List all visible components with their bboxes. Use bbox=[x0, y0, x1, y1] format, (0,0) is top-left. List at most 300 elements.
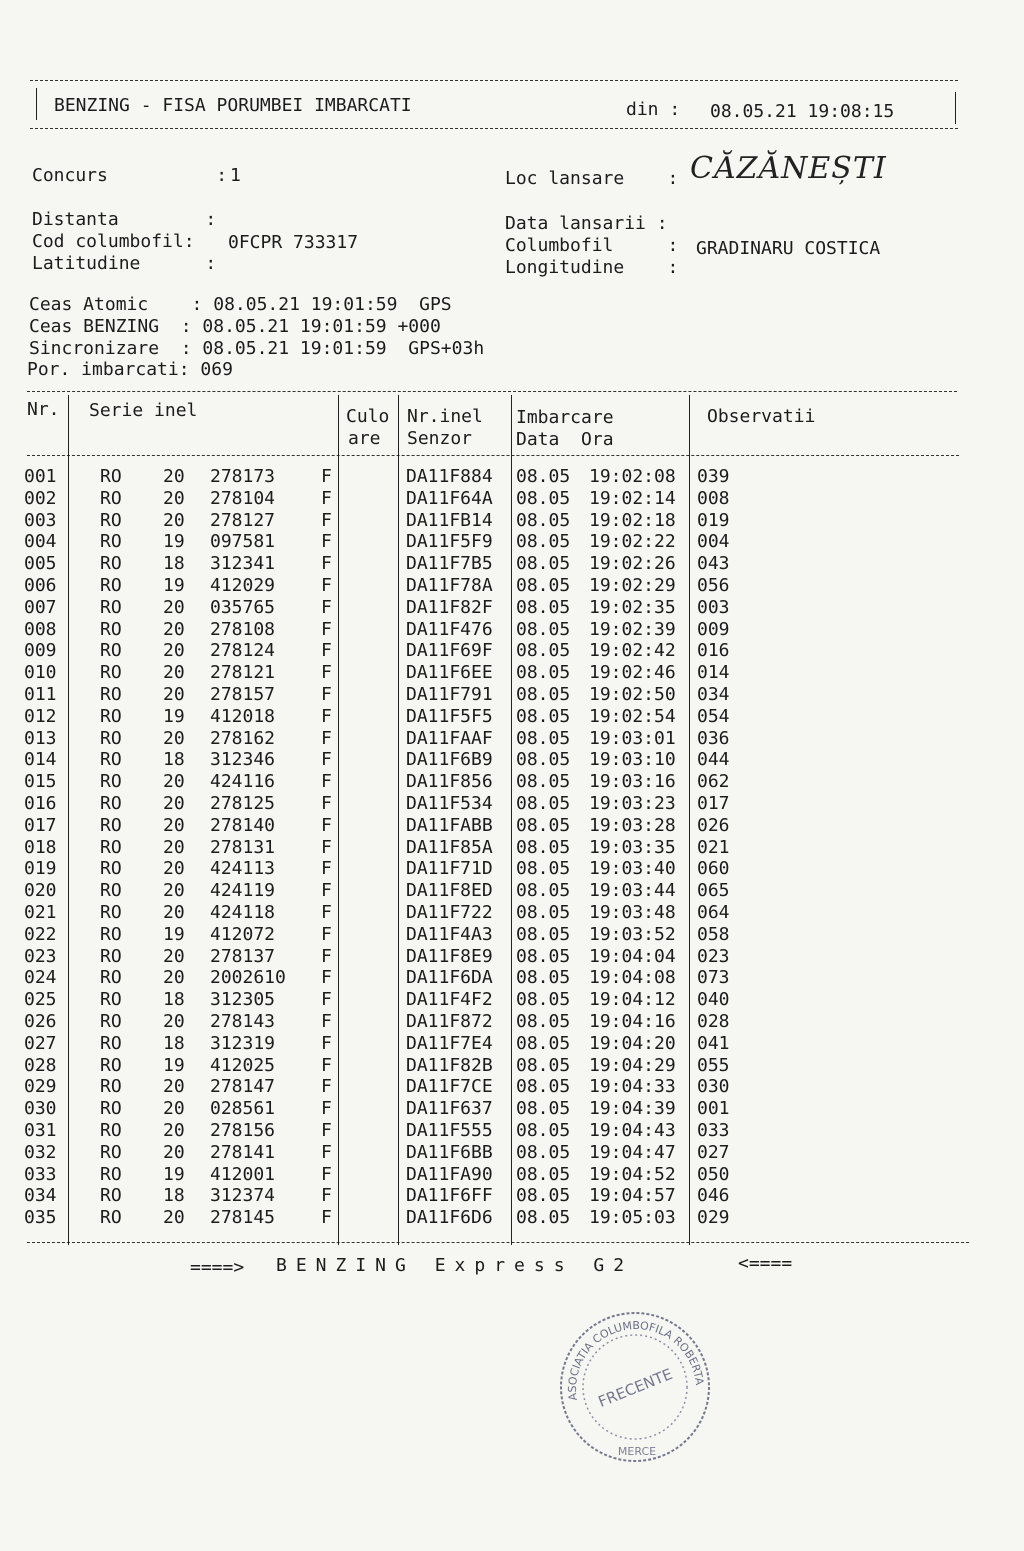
row-nr: 020 bbox=[24, 880, 57, 902]
row-observatii: 019 bbox=[697, 509, 730, 531]
table-row bbox=[0, 1076, 1024, 1098]
row-ring-number: 412018 bbox=[210, 705, 276, 727]
row-ring-number: 278145 bbox=[210, 1207, 276, 1229]
row-year: 20 bbox=[163, 1141, 185, 1163]
row-ring-number: 278137 bbox=[210, 945, 276, 967]
row-year: 19 bbox=[163, 575, 185, 596]
row-sensor: DA11F5F9 bbox=[406, 531, 493, 553]
row-nr: 033 bbox=[24, 1163, 57, 1185]
row-sex: F bbox=[321, 967, 332, 989]
row-time: 19:02:50 bbox=[589, 684, 676, 705]
row-nr: 001 bbox=[24, 466, 57, 487]
row-sensor: DA11F872 bbox=[406, 1011, 493, 1032]
din-label: din : bbox=[626, 99, 681, 120]
table-row bbox=[0, 1055, 1024, 1077]
table-row bbox=[0, 728, 1024, 750]
row-sex: F bbox=[321, 1120, 332, 1141]
row-observatii: 039 bbox=[697, 466, 730, 487]
row-time: 19:03:40 bbox=[589, 858, 676, 880]
row-year: 18 bbox=[163, 749, 185, 771]
row-time: 19:02:46 bbox=[589, 662, 676, 684]
row-observatii: 060 bbox=[697, 858, 730, 880]
row-time: 19:04:47 bbox=[589, 1141, 676, 1163]
row-sensor: DA11FA90 bbox=[406, 1163, 493, 1185]
table-row bbox=[0, 902, 1024, 924]
row-time: 19:02:14 bbox=[589, 487, 676, 509]
row-observatii: 009 bbox=[697, 618, 730, 640]
table-row bbox=[0, 706, 1024, 728]
table-row bbox=[0, 619, 1024, 641]
row-year: 20 bbox=[163, 967, 185, 989]
row-sensor: DA11F82F bbox=[406, 596, 493, 618]
row-observatii: 033 bbox=[697, 1120, 730, 1141]
row-country: RO bbox=[100, 466, 122, 487]
row-nr: 024 bbox=[24, 967, 57, 989]
row-observatii: 050 bbox=[697, 1163, 730, 1185]
row-sex: F bbox=[321, 466, 332, 487]
row-observatii: 073 bbox=[697, 967, 730, 989]
table-header-separator bbox=[27, 455, 959, 456]
row-date: 08.05 bbox=[516, 1032, 571, 1054]
row-time: 19:02:54 bbox=[589, 705, 676, 727]
table-row bbox=[0, 880, 1024, 902]
row-date: 08.05 bbox=[516, 618, 571, 640]
row-year: 19 bbox=[163, 923, 185, 945]
row-sex: F bbox=[321, 727, 332, 749]
table-row bbox=[0, 793, 1024, 815]
row-observatii: 058 bbox=[697, 923, 730, 945]
row-nr: 003 bbox=[24, 509, 57, 531]
row-observatii: 028 bbox=[697, 1011, 730, 1032]
concurs-value: 1 bbox=[230, 165, 241, 186]
row-country: RO bbox=[100, 858, 122, 880]
row-country: RO bbox=[100, 705, 122, 727]
row-sensor: DA11F7E4 bbox=[406, 1032, 493, 1054]
row-observatii: 016 bbox=[697, 640, 730, 662]
row-sensor: DA11F69F bbox=[406, 640, 493, 662]
row-nr: 018 bbox=[24, 836, 57, 858]
row-time: 19:03:48 bbox=[589, 902, 676, 923]
row-observatii: 036 bbox=[697, 727, 730, 749]
row-year: 20 bbox=[163, 727, 185, 749]
table-row bbox=[0, 924, 1024, 946]
row-sensor: DA11F7B5 bbox=[406, 553, 493, 575]
cod-columbofil-label: Cod columbofil: bbox=[32, 231, 195, 252]
row-time: 19:02:35 bbox=[589, 596, 676, 618]
row-nr: 012 bbox=[24, 705, 57, 727]
row-sensor: DA11F4A3 bbox=[406, 923, 493, 945]
row-sensor: DA11FAAF bbox=[406, 727, 493, 749]
row-ring-number: 278124 bbox=[210, 640, 276, 662]
row-observatii: 017 bbox=[697, 793, 730, 814]
row-sensor: DA11FABB bbox=[406, 814, 493, 836]
row-time: 19:03:10 bbox=[589, 749, 676, 771]
row-sensor: DA11F555 bbox=[406, 1120, 493, 1141]
row-sex: F bbox=[321, 814, 332, 836]
row-time: 19:02:39 bbox=[589, 618, 676, 640]
row-sex: F bbox=[321, 858, 332, 880]
row-date: 08.05 bbox=[516, 1076, 571, 1098]
row-year: 20 bbox=[163, 487, 185, 509]
row-sensor: DA11F6D6 bbox=[406, 1207, 493, 1229]
sincronizare-line: Sincronizare : 08.05.21 19:01:59 GPS+03h bbox=[29, 338, 485, 359]
row-ring-number: 278104 bbox=[210, 487, 276, 509]
row-year: 20 bbox=[163, 509, 185, 531]
row-nr: 015 bbox=[24, 771, 57, 793]
row-observatii: 034 bbox=[697, 684, 730, 705]
row-sex: F bbox=[321, 771, 332, 793]
row-sensor: DA11F78A bbox=[406, 575, 493, 596]
row-country: RO bbox=[100, 771, 122, 793]
row-sex: F bbox=[321, 1032, 332, 1054]
row-nr: 017 bbox=[24, 814, 57, 836]
row-sex: F bbox=[321, 793, 332, 814]
row-ring-number: 312319 bbox=[210, 1032, 276, 1054]
columbofil-value: GRADINARU COSTICA bbox=[696, 238, 881, 259]
table-row bbox=[0, 684, 1024, 706]
row-time: 19:04:08 bbox=[589, 967, 676, 989]
row-time: 19:04:39 bbox=[589, 1098, 676, 1120]
row-year: 20 bbox=[163, 880, 185, 902]
distanta-label: Distanta : bbox=[32, 209, 217, 230]
row-ring-number: 028561 bbox=[210, 1098, 276, 1120]
row-sensor: DA11F82B bbox=[406, 1054, 493, 1076]
row-sex: F bbox=[321, 836, 332, 858]
footer-brand: BENZING Express G2 bbox=[276, 1255, 634, 1276]
row-observatii: 041 bbox=[697, 1032, 730, 1054]
row-date: 08.05 bbox=[516, 531, 571, 553]
row-country: RO bbox=[100, 836, 122, 858]
row-sensor: DA11F637 bbox=[406, 1098, 493, 1120]
row-country: RO bbox=[100, 793, 122, 814]
row-nr: 002 bbox=[24, 487, 57, 509]
row-country: RO bbox=[100, 1185, 122, 1207]
row-date: 08.05 bbox=[516, 771, 571, 793]
row-time: 19:04:29 bbox=[589, 1054, 676, 1076]
row-observatii: 046 bbox=[697, 1185, 730, 1207]
row-sensor: DA11F6BB bbox=[406, 1141, 493, 1163]
row-nr: 029 bbox=[24, 1076, 57, 1098]
row-country: RO bbox=[100, 727, 122, 749]
row-ring-number: 412029 bbox=[210, 575, 276, 596]
table-top-border bbox=[27, 391, 957, 392]
row-year: 20 bbox=[163, 771, 185, 793]
row-time: 19:03:01 bbox=[589, 727, 676, 749]
row-observatii: 026 bbox=[697, 814, 730, 836]
table-row bbox=[0, 510, 1024, 532]
row-time: 19:04:04 bbox=[589, 945, 676, 967]
row-date: 08.05 bbox=[516, 1054, 571, 1076]
row-nr: 032 bbox=[24, 1141, 57, 1163]
row-sex: F bbox=[321, 945, 332, 967]
row-date: 08.05 bbox=[516, 902, 571, 923]
por-imbarcati-line: Por. imbarcati: 069 bbox=[27, 359, 233, 380]
row-sex: F bbox=[321, 1098, 332, 1120]
table-row bbox=[0, 488, 1024, 510]
row-nr: 007 bbox=[24, 596, 57, 618]
column-header-observatii: Observatii bbox=[707, 406, 816, 427]
table-row bbox=[0, 967, 1024, 989]
row-year: 20 bbox=[163, 836, 185, 858]
row-nr: 022 bbox=[24, 923, 57, 945]
row-observatii: 008 bbox=[697, 487, 730, 509]
table-row bbox=[0, 946, 1024, 968]
row-sex: F bbox=[321, 487, 332, 509]
row-country: RO bbox=[100, 596, 122, 618]
row-nr: 025 bbox=[24, 989, 57, 1011]
document-title: BENZING - FISA PORUMBEI IMBARCATI bbox=[54, 95, 412, 116]
row-country: RO bbox=[100, 749, 122, 771]
row-year: 20 bbox=[163, 640, 185, 662]
row-sensor: DA11F534 bbox=[406, 793, 493, 814]
header-top-border bbox=[30, 80, 958, 81]
row-sex: F bbox=[321, 705, 332, 727]
row-observatii: 055 bbox=[697, 1054, 730, 1076]
row-ring-number: 278125 bbox=[210, 793, 276, 814]
row-ring-number: 278173 bbox=[210, 466, 276, 487]
row-ring-number: 097581 bbox=[210, 531, 276, 553]
row-date: 08.05 bbox=[516, 1120, 571, 1141]
row-ring-number: 278143 bbox=[210, 1011, 276, 1032]
row-observatii: 065 bbox=[697, 880, 730, 902]
row-year: 20 bbox=[163, 1098, 185, 1120]
footer-right-arrow: <==== bbox=[738, 1253, 793, 1274]
row-observatii: 044 bbox=[697, 749, 730, 771]
table-row bbox=[0, 858, 1024, 880]
table-row bbox=[0, 553, 1024, 575]
row-year: 19 bbox=[163, 705, 185, 727]
table-row bbox=[0, 531, 1024, 553]
table-row bbox=[0, 597, 1024, 619]
row-sensor: DA11F476 bbox=[406, 618, 493, 640]
row-date: 08.05 bbox=[516, 596, 571, 618]
row-date: 08.05 bbox=[516, 793, 571, 814]
row-nr: 008 bbox=[24, 618, 57, 640]
row-ring-number: 424118 bbox=[210, 902, 276, 923]
table-bottom-border bbox=[27, 1242, 969, 1243]
row-time: 19:03:35 bbox=[589, 836, 676, 858]
table-row bbox=[0, 1011, 1024, 1033]
row-sex: F bbox=[321, 531, 332, 553]
row-time: 19:05:03 bbox=[589, 1207, 676, 1229]
row-ring-number: 312341 bbox=[210, 553, 276, 575]
row-sensor: DA11F8E9 bbox=[406, 945, 493, 967]
row-year: 20 bbox=[163, 858, 185, 880]
row-year: 20 bbox=[163, 684, 185, 705]
row-country: RO bbox=[100, 1207, 122, 1229]
row-nr: 027 bbox=[24, 1032, 57, 1054]
row-country: RO bbox=[100, 553, 122, 575]
row-year: 19 bbox=[163, 531, 185, 553]
row-nr: 021 bbox=[24, 902, 57, 923]
row-sensor: DA11F7CE bbox=[406, 1076, 493, 1098]
row-observatii: 040 bbox=[697, 989, 730, 1011]
row-country: RO bbox=[100, 1076, 122, 1098]
row-nr: 035 bbox=[24, 1207, 57, 1229]
row-country: RO bbox=[100, 814, 122, 836]
table-row bbox=[0, 1185, 1024, 1207]
row-observatii: 023 bbox=[697, 945, 730, 967]
latitudine-label: Latitudine : bbox=[32, 253, 217, 274]
column-header-serie-inel: Serie inel bbox=[89, 400, 198, 421]
row-year: 19 bbox=[163, 1163, 185, 1185]
row-time: 19:02:29 bbox=[589, 575, 676, 596]
row-time: 19:03:52 bbox=[589, 923, 676, 945]
row-sensor: DA11F6FF bbox=[406, 1185, 493, 1207]
row-time: 19:04:52 bbox=[589, 1163, 676, 1185]
row-country: RO bbox=[100, 1098, 122, 1120]
row-date: 08.05 bbox=[516, 466, 571, 487]
row-ring-number: 278140 bbox=[210, 814, 276, 836]
row-country: RO bbox=[100, 902, 122, 923]
row-country: RO bbox=[100, 880, 122, 902]
row-observatii: 003 bbox=[697, 596, 730, 618]
row-year: 18 bbox=[163, 1185, 185, 1207]
table-row bbox=[0, 640, 1024, 662]
row-year: 20 bbox=[163, 1120, 185, 1141]
row-time: 19:03:16 bbox=[589, 771, 676, 793]
row-observatii: 027 bbox=[697, 1141, 730, 1163]
row-time: 19:04:43 bbox=[589, 1120, 676, 1141]
row-sex: F bbox=[321, 902, 332, 923]
row-time: 19:02:42 bbox=[589, 640, 676, 662]
column-header-nr-inel: Nr.inel bbox=[407, 406, 483, 427]
row-year: 20 bbox=[163, 1011, 185, 1032]
row-sensor: DA11F64A bbox=[406, 487, 493, 509]
table-row bbox=[0, 1142, 1024, 1164]
concurs-label: Concurs : bbox=[32, 165, 228, 186]
row-time: 19:04:20 bbox=[589, 1032, 676, 1054]
row-nr: 028 bbox=[24, 1054, 57, 1076]
row-year: 20 bbox=[163, 902, 185, 923]
row-ring-number: 412001 bbox=[210, 1163, 276, 1185]
row-date: 08.05 bbox=[516, 640, 571, 662]
row-date: 08.05 bbox=[516, 989, 571, 1011]
row-sex: F bbox=[321, 1141, 332, 1163]
row-sex: F bbox=[321, 640, 332, 662]
row-ring-number: 278127 bbox=[210, 509, 276, 531]
row-time: 19:02:26 bbox=[589, 553, 676, 575]
row-country: RO bbox=[100, 923, 122, 945]
row-date: 08.05 bbox=[516, 749, 571, 771]
column-header-nr: Nr. bbox=[27, 399, 60, 420]
row-date: 08.05 bbox=[516, 705, 571, 727]
row-nr: 014 bbox=[24, 749, 57, 771]
loc-lansare-label: Loc lansare : bbox=[505, 168, 679, 189]
row-observatii: 021 bbox=[697, 836, 730, 858]
table-row bbox=[0, 1098, 1024, 1120]
row-sex: F bbox=[321, 618, 332, 640]
column-header-are: are bbox=[348, 428, 381, 449]
table-row bbox=[0, 662, 1024, 684]
table-row bbox=[0, 1120, 1024, 1142]
row-country: RO bbox=[100, 967, 122, 989]
row-year: 18 bbox=[163, 553, 185, 575]
row-time: 19:02:22 bbox=[589, 531, 676, 553]
row-sex: F bbox=[321, 1163, 332, 1185]
row-country: RO bbox=[100, 684, 122, 705]
row-observatii: 029 bbox=[697, 1207, 730, 1229]
row-nr: 005 bbox=[24, 553, 57, 575]
row-sensor: DA11F6EE bbox=[406, 662, 493, 684]
row-date: 08.05 bbox=[516, 836, 571, 858]
row-date: 08.05 bbox=[516, 662, 571, 684]
svg-text:FRECENTE: FRECENTE bbox=[595, 1364, 676, 1411]
table-row bbox=[0, 749, 1024, 771]
row-time: 19:03:28 bbox=[589, 814, 676, 836]
association-stamp bbox=[555, 1305, 715, 1470]
longitudine-label: Longitudine : bbox=[505, 257, 679, 278]
row-date: 08.05 bbox=[516, 858, 571, 880]
din-value: 08.05.21 19:08:15 bbox=[710, 101, 895, 122]
row-observatii: 064 bbox=[697, 902, 730, 923]
row-sensor: DA11F85A bbox=[406, 836, 493, 858]
row-observatii: 056 bbox=[697, 575, 730, 596]
row-observatii: 004 bbox=[697, 531, 730, 553]
row-year: 20 bbox=[163, 1207, 185, 1229]
row-date: 08.05 bbox=[516, 1163, 571, 1185]
row-sex: F bbox=[321, 1011, 332, 1032]
row-sex: F bbox=[321, 684, 332, 705]
table-row bbox=[0, 815, 1024, 837]
column-header-data-ora: Data Ora bbox=[516, 429, 614, 450]
row-sensor: DA11F6B9 bbox=[406, 749, 493, 771]
row-date: 08.05 bbox=[516, 1207, 571, 1229]
row-time: 19:04:57 bbox=[589, 1185, 676, 1207]
data-lansarii-label: Data lansarii : bbox=[505, 213, 668, 234]
row-sex: F bbox=[321, 923, 332, 945]
row-sex: F bbox=[321, 596, 332, 618]
table-row bbox=[0, 837, 1024, 859]
row-ring-number: 424119 bbox=[210, 880, 276, 902]
row-sex: F bbox=[321, 1185, 332, 1207]
row-date: 08.05 bbox=[516, 880, 571, 902]
column-header-senzor: Senzor bbox=[407, 428, 473, 449]
row-ring-number: 312374 bbox=[210, 1185, 276, 1207]
row-sensor: DA11F6DA bbox=[406, 967, 493, 989]
row-sex: F bbox=[321, 749, 332, 771]
columbofil-label: Columbofil : bbox=[505, 235, 679, 256]
row-ring-number: 278131 bbox=[210, 836, 276, 858]
row-country: RO bbox=[100, 509, 122, 531]
row-date: 08.05 bbox=[516, 923, 571, 945]
row-nr: 026 bbox=[24, 1011, 57, 1032]
row-time: 19:02:08 bbox=[589, 466, 676, 487]
row-time: 19:04:16 bbox=[589, 1011, 676, 1032]
row-nr: 030 bbox=[24, 1098, 57, 1120]
footer-left-arrow: ====> bbox=[190, 1257, 245, 1278]
row-observatii: 054 bbox=[697, 705, 730, 727]
row-country: RO bbox=[100, 662, 122, 684]
row-date: 08.05 bbox=[516, 945, 571, 967]
row-ring-number: 278147 bbox=[210, 1076, 276, 1098]
row-sensor: DA11F884 bbox=[406, 466, 493, 487]
row-year: 20 bbox=[163, 945, 185, 967]
row-year: 20 bbox=[163, 466, 185, 487]
row-date: 08.05 bbox=[516, 1141, 571, 1163]
row-time: 19:03:44 bbox=[589, 880, 676, 902]
row-nr: 023 bbox=[24, 945, 57, 967]
row-sex: F bbox=[321, 662, 332, 684]
row-ring-number: 035765 bbox=[210, 596, 276, 618]
row-date: 08.05 bbox=[516, 1011, 571, 1032]
row-sex: F bbox=[321, 553, 332, 575]
row-time: 19:03:23 bbox=[589, 793, 676, 814]
row-nr: 004 bbox=[24, 531, 57, 553]
ceas-atomic-line: Ceas Atomic : 08.05.21 19:01:59 GPS bbox=[29, 294, 452, 315]
row-country: RO bbox=[100, 945, 122, 967]
header-left-bar bbox=[36, 88, 37, 120]
